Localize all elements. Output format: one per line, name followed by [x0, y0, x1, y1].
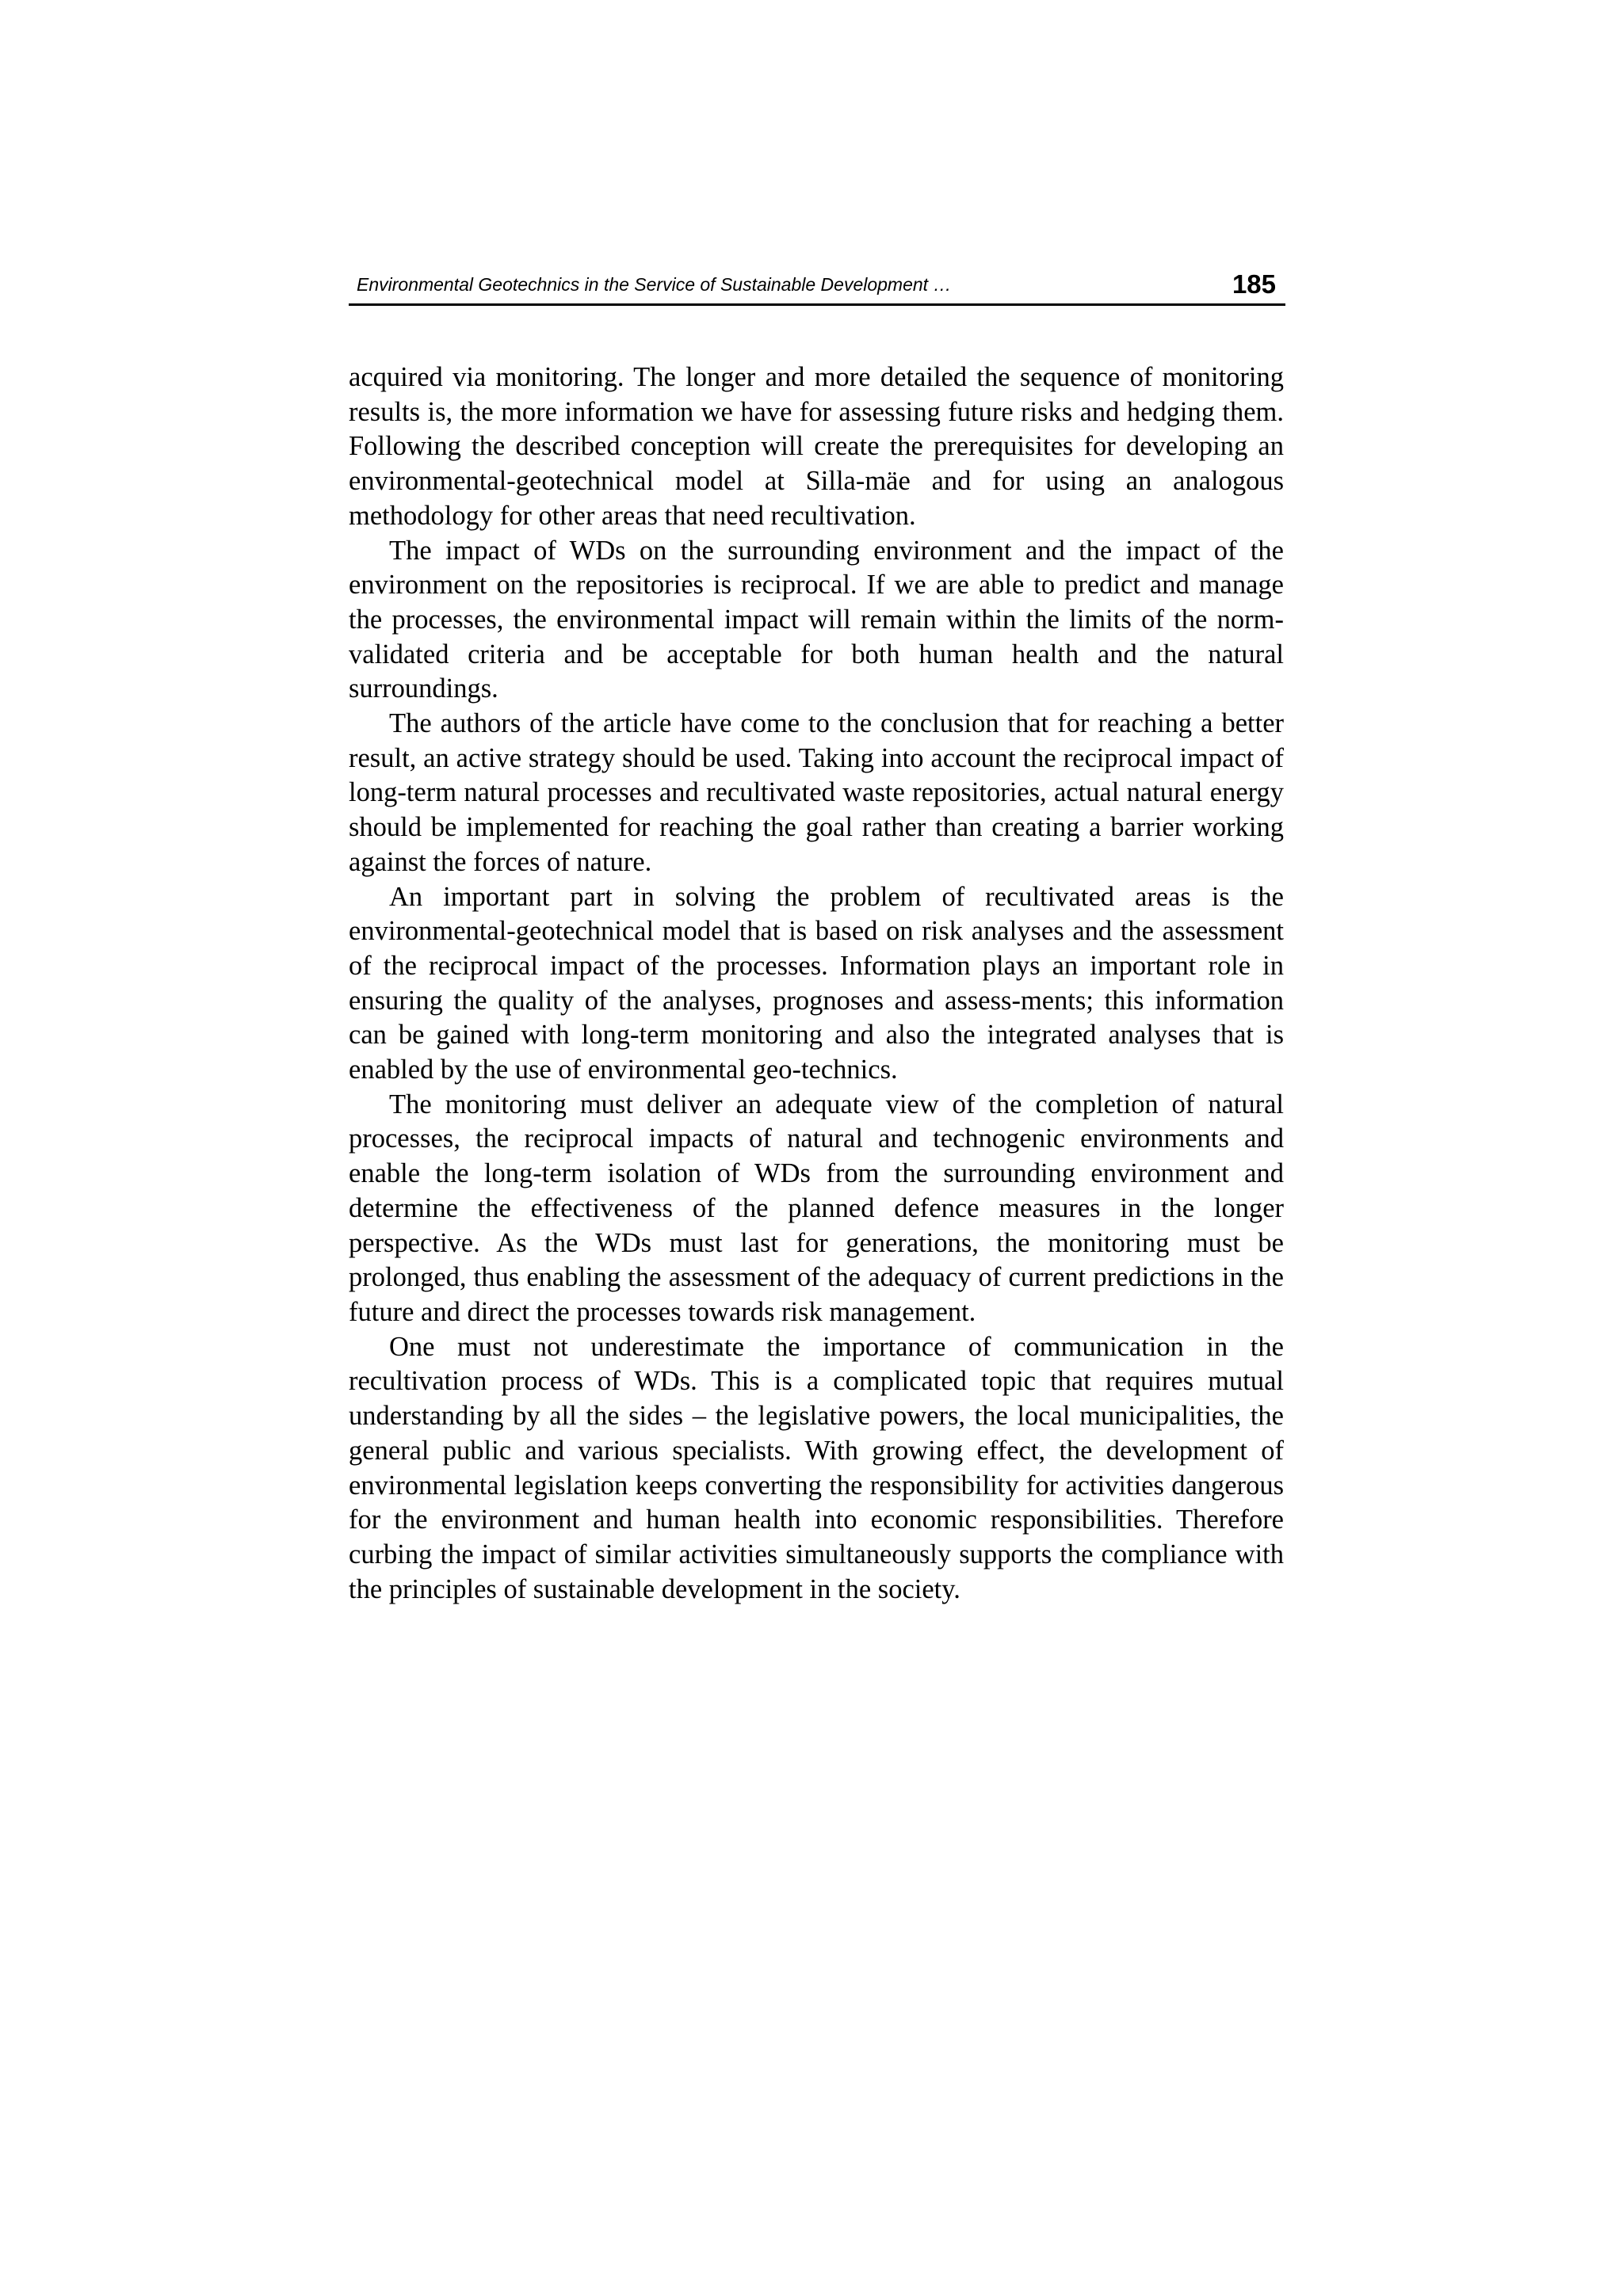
paragraph: One must not underestimate the importance of communication in the recultivation process of WDs. This is a complicated topic that requires mutual understanding by all the sides – the legislative powers, the local municipalities, the general public and various specialists. With growing effect, the development of environmental legislation keeps converting the responsibility for activities dangerous for the environment and human health into economic responsibilities. Therefore curbing the impact of similar activities simultaneously supports the compliance with the principles of sustainable development in the society. [349, 1331, 1284, 1604]
header-title: Environmental Geotechnics in the Service of Sustainable Development … [357, 274, 952, 295]
paragraph: The authors of the article have come to the conclusion that for reaching a better result, an active strategy should be used. Taking into account the reciprocal impact of long-term natural processes and recultivated waste repositories, actual natural energy should be implemented for reaching the goal rather than creating a barrier working against the forces of nature. [349, 708, 1284, 877]
body-text [349, 360, 1284, 1607]
paragraph: The impact of WDs on the surrounding environment and the impact of the environment on the repositories is reciprocal. If we are able to predict and manage the processes, the environmental impact will remain within the limits of the norm-validated criteria and be acceptable for both human health and the natural surroundings. [349, 535, 1284, 704]
paragraph: An important part in solving the problem of recultivated areas is the environmental-geotechnical model that is based on risk analyses and the assessment of the reciprocal impact of the processes. Information plays an important role in ensuring the quality of the analyses, prognoses and assess-ments; this information can be gained with long-term monitoring and also the integrated analyses that is enabled by the use of environmental geo-technics. [349, 881, 1284, 1085]
paragraph: The monitoring must deliver an adequate view of the completion of natural processes, the reciprocal impacts of natural and technogenic environments and enable the long-term isolation of WDs from the surrounding environment and determine the effectiveness of the planned defence measures in the longer perspective. As the WDs must last for generations, the monitoring must be prolonged, thus enabling the assessment of the adequacy of current predictions in the future and direct the processes towards risk management. [349, 1089, 1284, 1327]
paragraph: acquired via monitoring. The longer and more detailed the sequence of monitoring results is, the more information we have for assessing future risks and hedging them. Following the described conception will create the prerequisites for developing an environmental-geotechnical model at Silla-mäe and for using an analogous methodology for other areas that need recultivation. [349, 362, 1284, 531]
running-header [349, 269, 1285, 306]
page-number: 185 [1232, 269, 1276, 299]
